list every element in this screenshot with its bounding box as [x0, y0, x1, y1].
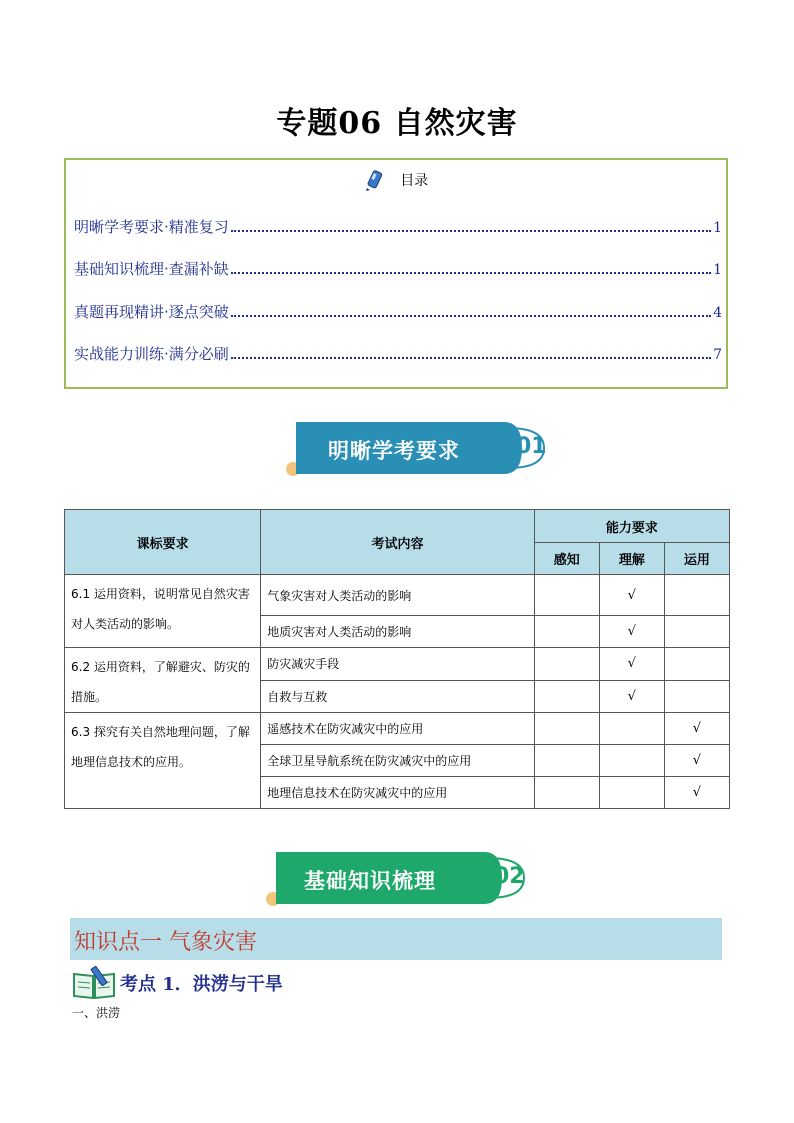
toc-item[interactable]: [74, 216, 722, 237]
content-cell: 气象灾害对人类活动的影响: [261, 575, 534, 616]
pen-icon: [364, 170, 384, 192]
header-understand: 理解: [599, 543, 664, 575]
banner-title: 基础知识梳理: [304, 869, 436, 893]
toc-item[interactable]: [74, 258, 722, 279]
toc-item-label: 真题再现精讲·逐点突破: [74, 303, 229, 321]
table-row: [65, 713, 730, 745]
header-perceive: 感知: [534, 543, 599, 575]
content-cell: 全球卫星导航系统在防灾减灾中的应用: [261, 745, 534, 777]
perceive-cell: [534, 575, 599, 616]
standard-cell: 6.3 探究有关自然地理问题，了解地理信息技术的应用。: [65, 713, 261, 809]
perceive-cell: [534, 713, 599, 745]
header-apply: 运用: [664, 543, 729, 575]
toc-item-page: 4: [713, 305, 722, 321]
banner-title: 明晰学考要求: [328, 439, 460, 463]
banner-number: 02: [494, 864, 525, 889]
perceive-cell: [534, 777, 599, 809]
section-banner-01: [286, 420, 556, 476]
toc-leader: [231, 315, 711, 317]
knowledge-point-bar: [70, 918, 722, 960]
page-title: 专题06 自然灾害: [276, 106, 518, 141]
apply-cell: [664, 648, 729, 681]
toc-item[interactable]: [74, 343, 722, 364]
section-banner-02: [266, 850, 536, 906]
understand-cell: [599, 745, 664, 777]
toc-leader: [231, 230, 711, 232]
toc-item-page: 1: [713, 262, 722, 278]
table-of-contents: [64, 158, 728, 389]
table-row: [65, 575, 730, 616]
perceive-cell: [534, 648, 599, 681]
toc-item[interactable]: [74, 301, 722, 322]
perceive-cell: [534, 616, 599, 648]
toc-leader: [231, 357, 711, 359]
perceive-cell: [534, 745, 599, 777]
banner-number: 01: [516, 434, 547, 459]
toc-item-label: 明晰学考要求·精准复习: [74, 218, 229, 236]
toc-item-page: 1: [713, 220, 722, 236]
apply-cell: √: [664, 777, 729, 809]
understand-cell: [599, 777, 664, 809]
table-header-row: [65, 510, 730, 543]
table-row: [65, 648, 730, 681]
understand-cell: [599, 713, 664, 745]
toc-heading-text: 目录: [400, 173, 429, 189]
content-cell: 地质灾害对人类活动的影响: [261, 616, 534, 648]
understand-cell: √: [599, 616, 664, 648]
perceive-cell: [534, 680, 599, 713]
understand-cell: √: [599, 648, 664, 681]
header-content: 考试内容: [261, 510, 534, 575]
content-cell: 防灾减灾手段: [261, 648, 534, 681]
apply-cell: [664, 680, 729, 713]
apply-cell: √: [664, 745, 729, 777]
header-ability: 能力要求: [534, 510, 729, 543]
kaodian-title: 考点 1．洪涝与干旱: [120, 974, 283, 995]
content-cell: 地理信息技术在防灾减灾中的应用: [261, 777, 534, 809]
apply-cell: √: [664, 713, 729, 745]
requirements-table: [64, 509, 730, 809]
standard-cell: 6.1 运用资料，说明常见自然灾害对人类活动的影响。: [65, 575, 261, 648]
kaodian-heading: [72, 966, 283, 1000]
content-cell: 自救与互救: [261, 680, 534, 713]
book-pen-icon: [72, 966, 116, 1000]
understand-cell: √: [599, 575, 664, 616]
apply-cell: [664, 575, 729, 616]
subheading: 一、洪涝: [72, 1006, 121, 1020]
toc-leader: [231, 272, 711, 274]
toc-heading: [66, 170, 726, 192]
understand-cell: √: [599, 680, 664, 713]
toc-item-label: 实战能力训练·满分必刷: [74, 345, 229, 363]
content-cell: 遥感技术在防灾减灾中的应用: [261, 713, 534, 745]
toc-item-page: 7: [713, 347, 722, 363]
header-standard: 课标要求: [65, 510, 261, 575]
knowledge-point-title: 知识点一 气象灾害: [74, 930, 257, 955]
standard-cell: 6.2 运用资料，了解避灾、防灾的措施。: [65, 648, 261, 713]
apply-cell: [664, 616, 729, 648]
toc-item-label: 基础知识梳理·查漏补缺: [74, 260, 229, 278]
